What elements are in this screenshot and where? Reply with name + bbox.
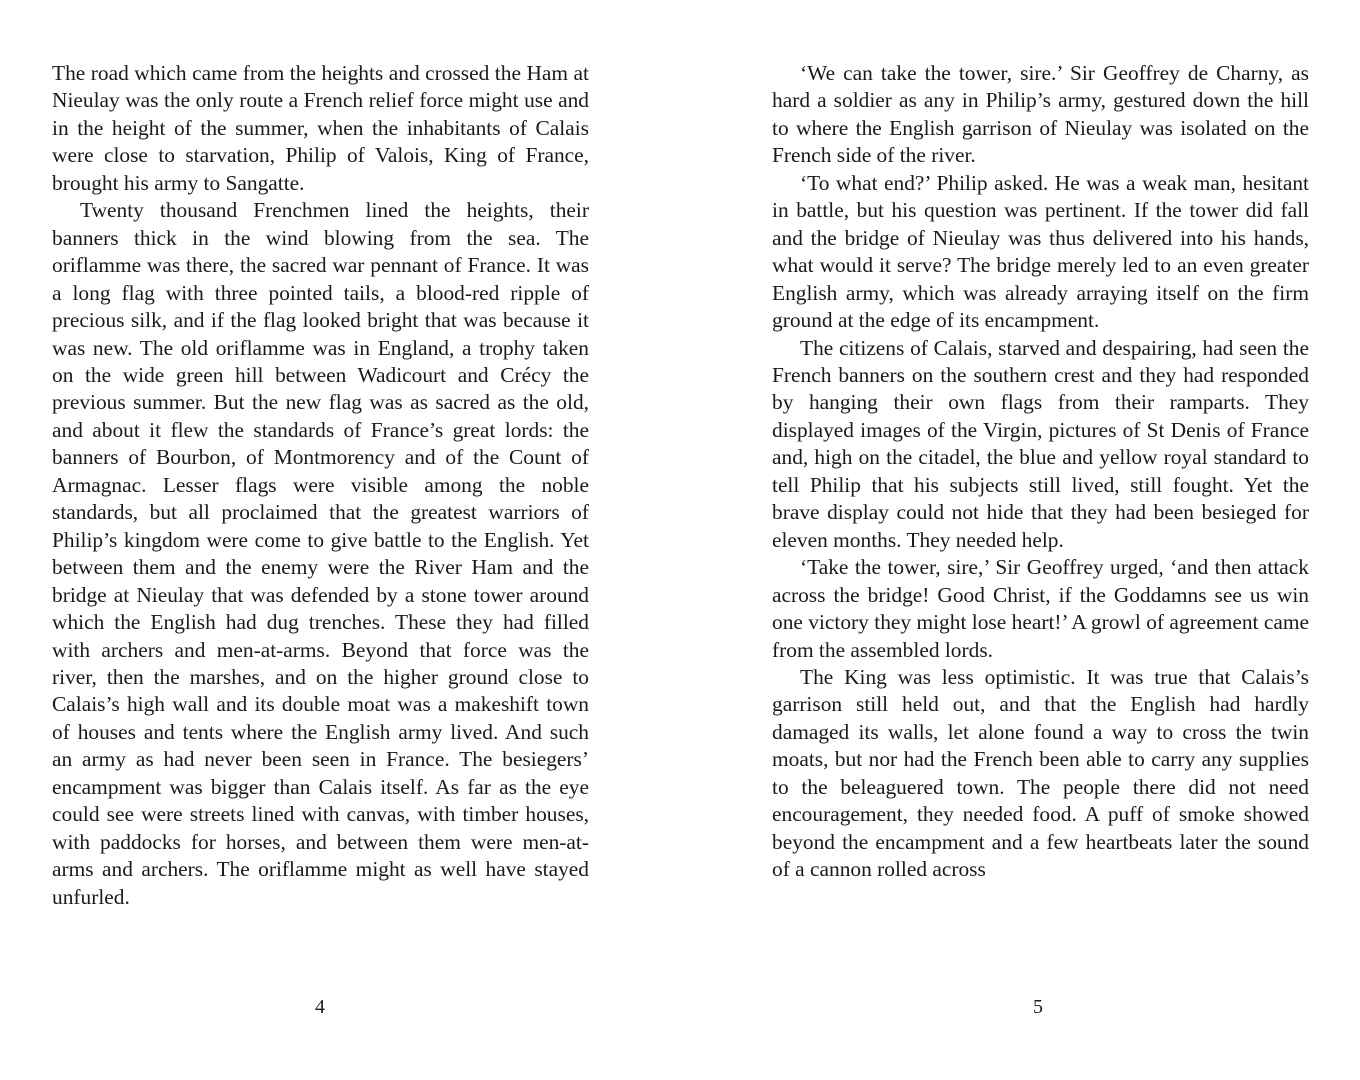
right-page [772,60,1309,1020]
paragraph: The road which came from the heights and crossed the Ham at Nieulay was the only route a French relief force might use and in the height of the summer, when the inhabitants of Calais were close to starvation, Philip of Valois, King of France, brought his army to Sangatte. [52,61,589,195]
paragraph: The King was less optimistic. It was true that Calais’s garrison still held out, and that the English had hardly damaged its walls, let alone found a way to cross the twin moats, but nor had the French been able to carry any supplies to the beleaguered town. The people there did not need encouragement, they needed food. A puff of smoke showed beyond the encampment and a few heartbeats later the sound of a cannon rolled across [772,664,1309,882]
paragraph: ‘Take the tower, sire,’ Sir Geoffrey urged, ‘and then attack across the bridge! Good Christ, if the Goddamns see us win one victory they might lose heart!’ A growl of agreement came from the assembled lords. [772,555,1309,662]
left-page [52,60,589,1020]
paragraph: Twenty thousand Frenchmen lined the heights, their banners thick in the wind blowing from the sea. The oriflamme was there, the sacred war pennant of France. It was a long flag with three pointed tails, a blood-red ripple of precious silk, and if the flag looked bright that was because it was new. The old oriflamme was in England, a trophy taken on the wide green hill between Wadicourt and Crécy the previous summer. But the new flag was as sacred as the old, and about it flew the standards of France’s great lords: the banners of Bourbon, of Montmorency and of the Count of Armagnac. Lesser flags were visible among the noble standards, but all proclaimed that the greatest warriors of Philip’s kingdom were come to give battle to the English. Yet between them and the enemy were the River Ham and the bridge at Nieulay that was defended by a stone tower around which the English had dug trenches. These they had filled with archers and men-at-arms. Beyond that force was the river, then the marshes, and on the higher ground close to Calais’s high wall and its double moat was a makeshift town of houses and tents where the English army lived. And such an army as had never been seen in France. The besiegers’ encampment was bigger than Calais itself. As far as the eye could see were streets lined with canvas, with timber houses, with paddocks for horses, and between them were men-at-arms and archers. The oriflamme might as well have stayed unfurled. [52,198,589,909]
page-number-right: 5 [1033,996,1043,1018]
right-page-text [772,60,1309,884]
paragraph: ‘We can take the tower, sire.’ Sir Geoffrey de Charny, as hard a soldier as any in Philip’s army, gestured down the hill to where the English garrison of Nieulay was isolated on the French side of the river. [772,61,1309,168]
paragraph: ‘To what end?’ Philip asked. He was a weak man, hesitant in battle, but his question was pertinent. If the tower did fall and the bridge of Nieulay was thus delivered into his hands, what would it serve? The bridge merely led to an even greater English army, which was already arraying itself on the firm ground at the edge of its encampment. [772,170,1309,333]
page-number-left: 4 [315,996,325,1018]
left-page-text [52,60,589,911]
paragraph: The citizens of Calais, starved and despairing, had seen the French banners on the southern crest and they had responded by hanging their own flags from their ramparts. They displayed images of the Virgin, pictures of St Denis of France and, high on the citadel, the blue and yellow royal standard to tell Philip that his subjects still lived, still fought. Yet the brave display could not hide that they had been besieged for eleven months. They needed help. [772,335,1309,552]
